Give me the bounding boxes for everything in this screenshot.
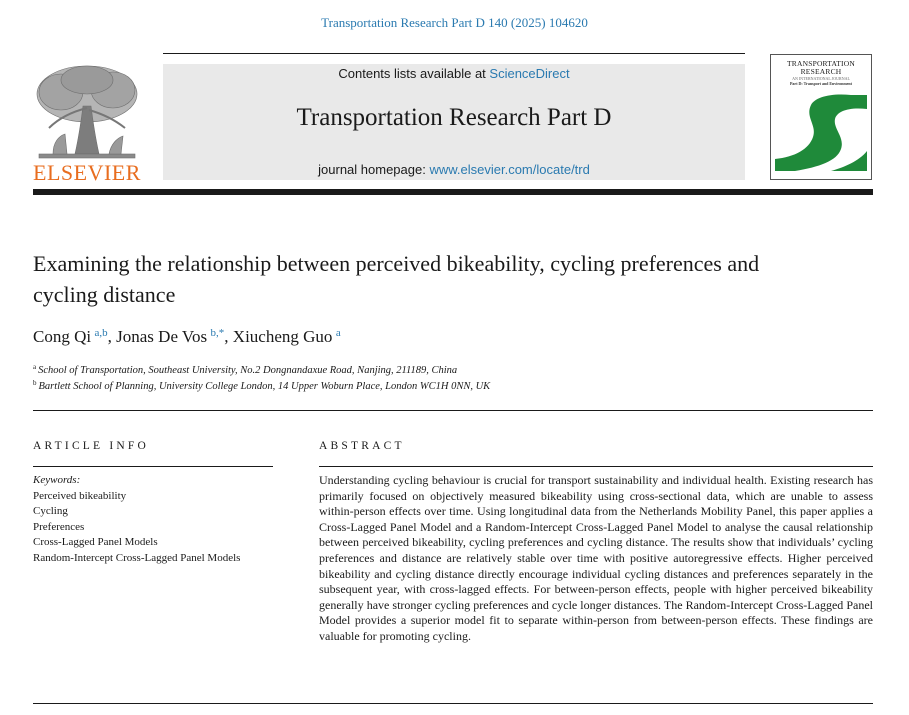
keywords-list [33,489,240,566]
author-separator: , [224,327,233,346]
author-separator: , [107,327,117,346]
abstract-heading: ABSTRACT [319,440,405,452]
author-name[interactable]: Cong Qi [33,327,92,346]
journal-citation-link[interactable]: Transportation Research Part D 140 (2025) 104620 [321,15,588,30]
abstract-bottom-rule [33,703,873,704]
author-affiliation-marker[interactable]: b,* [210,327,225,339]
author-name[interactable]: Xiucheng Guo [232,327,333,346]
keyword-item: Cross-Lagged Panel Models [33,536,158,549]
keyword-item: Random-Intercept Cross-Lagged Panel Models [33,551,241,564]
journal-homepage-line [163,162,745,177]
cover-subtitle2: Part D: Transport and Environment [789,81,852,86]
section-divider-rule [33,410,873,411]
article-info-heading: ARTICLE INFO [33,440,149,452]
article-info-rule [33,466,273,467]
cover-road-graphic [775,87,867,171]
journal-cover-thumbnail[interactable] [770,54,872,180]
author-affiliation-marker[interactable]: a,b [94,327,108,339]
author-affiliation-marker[interactable]: a [335,327,341,339]
journal-homepage-link[interactable]: www.elsevier.com/locate/trd [429,162,590,177]
header-top-rule [163,53,745,54]
affiliation-label: b [33,379,37,387]
abstract-rule [319,466,873,467]
cover-title-line2: RESEARCH [800,67,842,76]
keyword-item: Cycling [33,505,68,518]
affiliation-b [33,381,490,392]
contents-prefix: Contents lists available at [338,66,490,81]
keywords-label: Keywords: [33,474,81,486]
affiliation-a [33,365,457,376]
journal-header-box [163,64,745,180]
cover-subtitle1: AN INTERNATIONAL JOURNAL [792,76,850,81]
keyword-item: Perceived bikeability [33,490,127,502]
affiliation-label: a [33,363,37,371]
affiliation-text: Bartlett School of Planning, University College London, 14 Upper Woburn Place, London WC1H 0NN, UK [38,381,491,392]
cover-title-line1: TRANSPORTATION [786,59,855,68]
journal-title: Transportation Research Part D [296,104,612,131]
contents-available-line [163,66,745,81]
homepage-prefix: journal homepage: [318,162,430,177]
author-list [33,327,341,347]
elsevier-wordmark: ELSEVIER [33,160,141,185]
keyword-item: Preferences [33,520,85,533]
article-title: Examining the relationship between perceived bikeability, cycling preferences and cycling distance [33,251,760,307]
abstract-body: Understanding cycling behaviour is crucial for transport sustainability and individual health. Existing research has primarily focused on objectively measured bikeability using cross-sectional data, which are unable to assess within-person effects over time. Using longitudinal data from the Netherlands Mobility Panel, this paper applies a Cross-Lagged Panel Model and a Random-Intercept Cross-Lagged Panel Model to analyse the causal relationship between perceived bikeability, cycling preferences and cycling distance. The results show that individuals’ cycling preferences and distance are relatively stable over time with positive autoregressive effects. Higher perceived bikeability and cycling distance directly encourage individual cycling distances and preferences separately in the subsequent year, with cross-lagged effects. For between-person effects, people with higher perceived bikeability generally have stronger cycling preferences and cycle longer distances. The Random-Intercept Cross-Lagged Panel Model provides a superior model fit to separate within-person from between-person effects. These findings are valuable for promoting cycling. [319,473,873,643]
header-thick-rule [33,189,873,195]
sciencedirect-link[interactable]: ScienceDirect [489,66,570,81]
author-name[interactable]: Jonas De Vos [116,327,208,346]
affiliation-text: School of Transportation, Southeast University, No.2 Dongnandaxue Road, Nanjing, 211189, China [38,365,458,376]
